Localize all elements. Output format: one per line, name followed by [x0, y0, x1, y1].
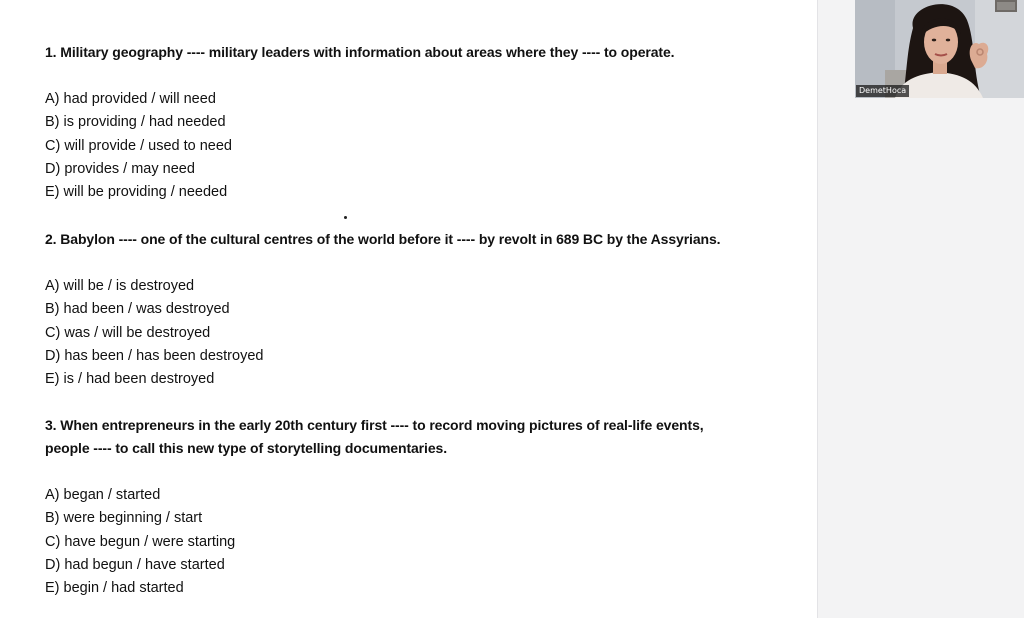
question-1	[45, 41, 805, 204]
question-stem	[45, 414, 805, 460]
option-d: D) provides / may need	[45, 160, 195, 177]
question-stem: 2. Babylon ---- one of the cultural centres of the world before it ---- by revolt in 689 BC by the Assyrians.	[45, 231, 721, 247]
answer-options	[45, 275, 805, 391]
option-b: B) had been / was destroyed	[45, 301, 230, 318]
option-c: C) have begun / were starting	[45, 533, 236, 550]
option-e: E) is / had been destroyed	[45, 371, 215, 388]
question-stem-line-1: 3. When entrepreneurs in the early 20th century first ---- to record moving pictures of real-life events,	[45, 417, 704, 433]
option-a: A) had provided / will need	[45, 91, 216, 107]
option-b: B) is providing / had needed	[45, 114, 226, 131]
question-2	[45, 228, 805, 391]
answer-options	[45, 484, 805, 600]
stray-dot	[344, 216, 347, 219]
option-d: D) had begun / have started	[45, 556, 225, 573]
option-e: E) begin / had started	[45, 580, 184, 597]
option-c: C) was / will be destroyed	[45, 324, 211, 341]
option-a: A) began / started	[45, 487, 161, 503]
question-stem-line-2: people ---- to call this new type of storytelling documentaries.	[45, 440, 447, 456]
option-e: E) will be providing / needed	[45, 184, 228, 201]
question-stem: 1. Military geography ---- military leaders with information about areas where they ---- to operate.	[45, 44, 675, 60]
participant-video-icon	[855, 0, 1024, 98]
option-b: B) were beginning / start	[45, 510, 203, 527]
participant-name-tag: DemetHoca	[856, 85, 909, 97]
question-3	[45, 414, 805, 600]
answer-options	[45, 88, 805, 204]
option-d: D) has been / has been destroyed	[45, 347, 264, 364]
option-c: C) will provide / used to need	[45, 137, 232, 154]
participant-video-tile[interactable]	[855, 0, 1024, 98]
option-a: A) will be / is destroyed	[45, 278, 195, 294]
